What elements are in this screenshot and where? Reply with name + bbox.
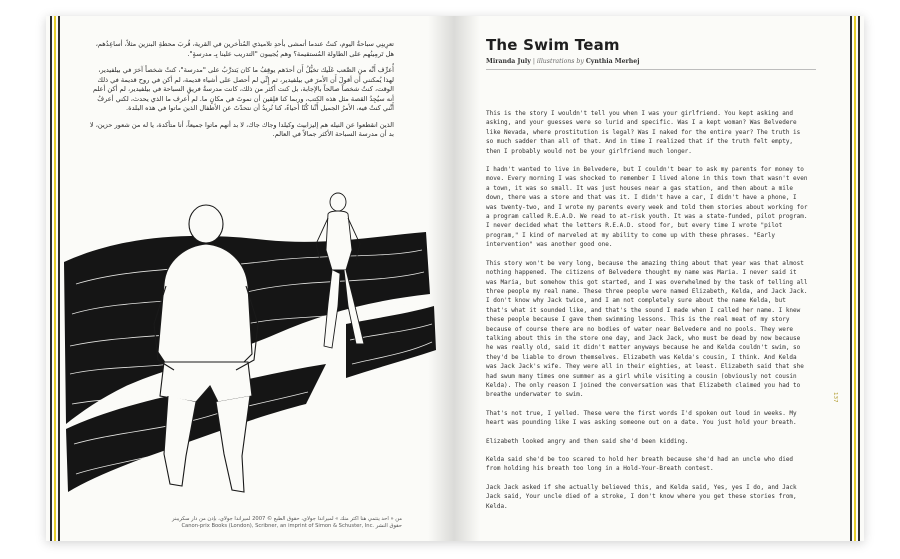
right-page	[454, 16, 864, 541]
copyright-credits	[86, 516, 402, 530]
arabic-paragraph: تعرِينِي سباحةُ اليوم، كنتُ عندما أتمشى بأحدِ تلاميذي المُتأخرين في القرية، قُربَ محطةِ البنزين مثلاً، أساعِدُهم، هل تَرمِينُهم على الطاولة المُستقيمة؟ وهم يُجيبون "التدريب علينا بِـ مدرسةٍ".	[95, 40, 394, 58]
story-paragraph: Elizabeth looked angry and then said she'd been kidding.	[486, 437, 689, 445]
left-page	[46, 16, 454, 541]
story-body	[486, 109, 808, 520]
edge-stripe	[854, 16, 856, 541]
credit-line: Canon-prix Books (London), Scribner, an imprint of Simon & Schuster, Inc. حقوق النشر	[181, 523, 402, 529]
open-book	[46, 16, 864, 541]
byline-rule	[486, 69, 816, 70]
gutter-shadow	[454, 16, 480, 541]
story-paragraph: This story won't be very long, because the amazing thing about that year was that almost nothing happened. The citizens of Belvedere thought my name was Maria. I never said it was Maria, but somehow this got started, and I was overwhelmed by the task of telling all three people my real name. These three people were named Elizabeth, Kelda, and Jack Jack. I don't know why Jack twice, and I am not completely sure about the name Kelda, but that's what it sounded like, and that's the sound I made when I called her name. I knew these people because I gave them swimming lessons. This is the real meat of my story because of course there are no bodies of water near Belvedere and no pools. They were talking about this in the store one day, and Jack Jack, who must be dead by now because he was really old, said it didn't matter anyways because he and Kelda couldn't swim, so they'd be liable to drown themselves. Elizabeth was Kelda's cousin, I think. And Kelda was Jack Jack's wife. They were all in their eighties, at least. Elizabeth said that she had swum many times one summer as a girl while visiting a cousin (obviously not cousin Kelda). The only reason I joined the conversation was that Elizabeth claimed you had to breathe underwater to swim.	[486, 259, 808, 399]
byline-separator: |	[532, 58, 535, 65]
story-paragraph: Kelda said she'd be too scared to hold her breath because she'd had an uncle who died from holding his breath too long in a Hold-Your-Breath contest.	[486, 456, 794, 473]
illustrator-name: Cynthia Merhej	[585, 58, 640, 65]
arabic-text-block	[86, 40, 394, 147]
edge-stripe	[858, 16, 860, 541]
story-title: The Swim Team	[486, 36, 620, 54]
story-paragraph: That's not true, I yelled. These were the first words I'd spoken out loud in weeks. My heart was pounding like I was asking someone out on a date. You just hold your breath.	[486, 409, 797, 427]
page-number: 137	[832, 392, 838, 403]
author-name: Miranda July	[486, 58, 531, 65]
arabic-paragraph: الذين انقطعوا عن النيله هم إليزابيث وكيلدا وجاك جاك، لا بد أنهم ماتوا جميعاً، أنا متأكدة، يا له من شعور حزين، لا بد أن مدرسة السباحة الأكثر جمالاً في العالم.	[89, 120, 394, 138]
edge-stripe	[850, 16, 852, 541]
byline	[486, 58, 816, 65]
story-paragraph: Jack Jack asked if she actually believed this, and Kelda said, Yes, yes I do, and Jack Jack said, Your uncle died of a stroke, I don't know where you get these stories from, Kelda.	[486, 483, 797, 510]
swimmers-illustration	[46, 174, 454, 514]
arabic-paragraph: أُعرِّف أَنَّه من الصَّعب عَلَيك تخيُّلُ أَن أحدَهم يوقِفُ ما كان يَتدرَّبُ على "مدرسة"، كنتُ شخصاً آخرَ في بيلفيدير، لهذا يُمكنني أَن أقولَ أَن الأمرَ في بيلفيدير، ثم إِنِّي لم أحصل على أشياء قديمة، لم أكن في روح قديمة في ذلك الوقت، كنتُ شخصاً صالحاً بالإجابة، بل كنت أكثر من ذلك، كانت مدرسةُ فريقِ السباحة في بيلفيدير، لم أكن أعلم أنه سيُجِدُ القصة مثل هذه الكتب، وربما كنا قلِقين أن نموتَ في مكانٍ ما. لم أعرف ما الذي يحدث، لكني أعرفُ أَنَّني كنتُ فيه، الأمرُ الجميل أَنَّنا كُنّا أحياءً، كنا نُريدُ أن نتحدّثَ عن الأطفال الذين ماتوا في هذه البلدة.	[92, 66, 394, 112]
gutter-shadow	[428, 16, 454, 541]
story-paragraph: This is the story I wouldn't tell you when I was your girlfriend. You kept asking and asking, and your guesses were so lurid and specific. Was I a kept woman? Was Belvedere like Nevada, where prostitution is legal? Was I naked for the entire year? The truth is so much sadder than all of that. And in time I realized that if the truth felt empty, then I probably would not be your girlfriend much longer.	[486, 110, 801, 155]
credit-line: من « أحد ينتمي هنا أكثر منك » لميراندا جولاي، حقوق الطبع © 2007 لميراندا جولاي، بإذن من دار سكريبنر	[171, 516, 402, 522]
story-paragraph: I hadn't wanted to live in Belvedere, but I couldn't bear to ask my parents for money to move. Every morning I was shocked to remember I lived alone in this town that wasn't even a town, it was so small. It was just houses near a gas station, and then about a mile down, there was a store and that was it. I didn't have a car, I didn't have a phone, I was twenty-two, and I wrote my parents every week and told them stories about working for a program called R.E.A.D. We read to at-risk youth. It was a state-funded, pilot program. I never decided what the letters R.E.A.D. stood for, but every time I wrote "pilot program," I kind of marveled at my ability to come up with these phrases. "Early intervention" was another good one.	[486, 166, 808, 249]
illustrations-label: illustrations by	[536, 58, 584, 65]
